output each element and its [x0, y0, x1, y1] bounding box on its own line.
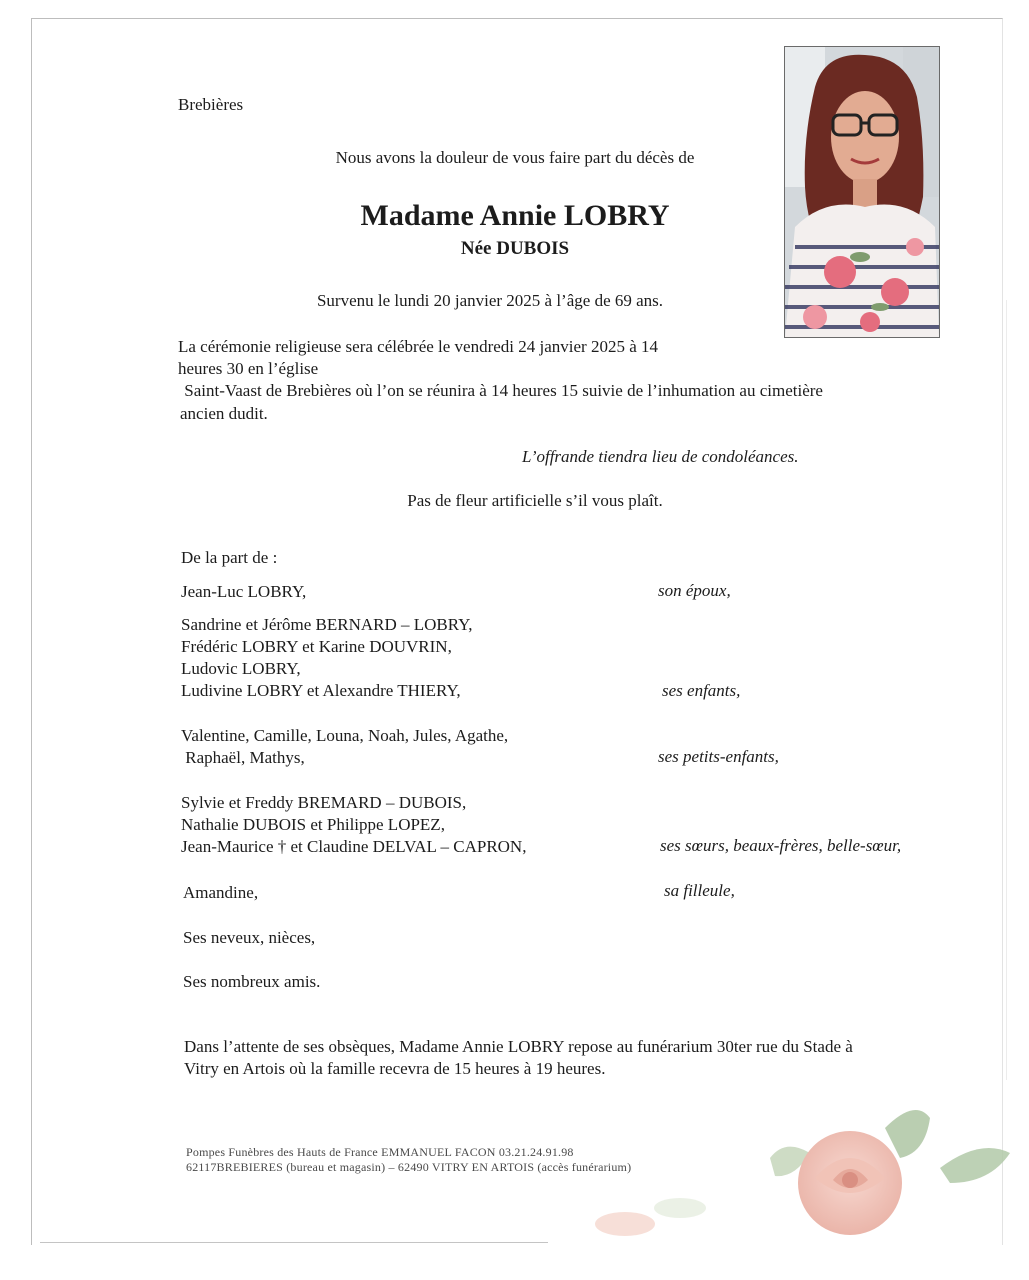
- bottom-rule: [40, 1242, 548, 1243]
- flowers-note: Pas de fleur artificielle s’il vous plaît.: [407, 491, 663, 510]
- family-name: Ludivine LOBRY et Alexandre THIERY,: [181, 681, 461, 700]
- from-label: De la part de :: [181, 548, 278, 567]
- portrait-photo: [784, 46, 940, 338]
- footer-line-2: 62117BREBIERES (bureau et magasin) – 62490 VITRY EN ARTOIS (accès funérarium): [186, 1160, 632, 1174]
- family-relation: son époux,: [658, 581, 731, 600]
- location: Brebières: [178, 95, 244, 114]
- family-name: Ses nombreux amis.: [183, 972, 321, 991]
- maiden-name: Née DUBOIS: [460, 238, 570, 259]
- family-relation: ses enfants,: [662, 681, 741, 700]
- family-relation: ses petits-enfants,: [658, 747, 779, 766]
- family-relation: ses sœurs, beaux-frères, belle-sœur,: [660, 836, 902, 855]
- family-name: Valentine, Camille, Louna, Noah, Jules, Agathe,: [181, 726, 509, 745]
- ceremony-line-3: Saint-Vaast de Brebières où l’on se réunira à 14 heures 15 suivie de l’inhumation au cimetière: [180, 381, 823, 400]
- family-name: Ses neveux, nièces,: [183, 928, 316, 947]
- family-name: Jean-Maurice † et Claudine DELVAL – CAPRON,: [181, 837, 527, 856]
- family-name: Amandine,: [183, 883, 259, 902]
- ceremony-line-4: ancien dudit.: [180, 404, 268, 423]
- family-name: Raphaël, Mathys,: [181, 748, 305, 767]
- family-name: Frédéric LOBRY et Karine DOUVRIN,: [181, 637, 452, 656]
- family-name: Sylvie et Freddy BREMARD – DUBOIS,: [181, 793, 467, 812]
- right-edge-line: [1006, 300, 1007, 1080]
- offering-note: L’offrande tiendra lieu de condoléances.: [522, 447, 799, 466]
- rose-decoration: [585, 1098, 1015, 1248]
- family-name: Ludovic LOBRY,: [181, 659, 301, 678]
- family-relation: sa filleule,: [664, 881, 735, 900]
- deceased-name: Madame Annie LOBRY: [360, 199, 670, 232]
- family-name: Sandrine et Jérôme BERNARD – LOBRY,: [181, 615, 473, 634]
- intro-text: Nous avons la douleur de vous faire part du décès de: [335, 148, 695, 167]
- ceremony-line-1: La cérémonie religieuse sera célébrée le vendredi 24 janvier 2025 à 14: [178, 337, 659, 356]
- ceremony-line-2: heures 30 en l’église: [178, 359, 319, 378]
- family-name: Jean-Luc LOBRY,: [181, 582, 307, 601]
- death-date: Survenu le lundi 20 janvier 2025 à l’âge de 69 ans.: [316, 291, 664, 310]
- footer-line-1: Pompes Funèbres des Hauts de France EMMANUEL FACON 03.21.24.91.98: [186, 1145, 574, 1159]
- rest-line-1: Dans l’attente de ses obsèques, Madame Annie LOBRY repose au funérarium 30ter rue du Stade à: [184, 1037, 853, 1056]
- family-name: Nathalie DUBOIS et Philippe LOPEZ,: [181, 815, 445, 834]
- rest-line-2: Vitry en Artois où la famille recevra de 15 heures à 19 heures.: [184, 1059, 606, 1078]
